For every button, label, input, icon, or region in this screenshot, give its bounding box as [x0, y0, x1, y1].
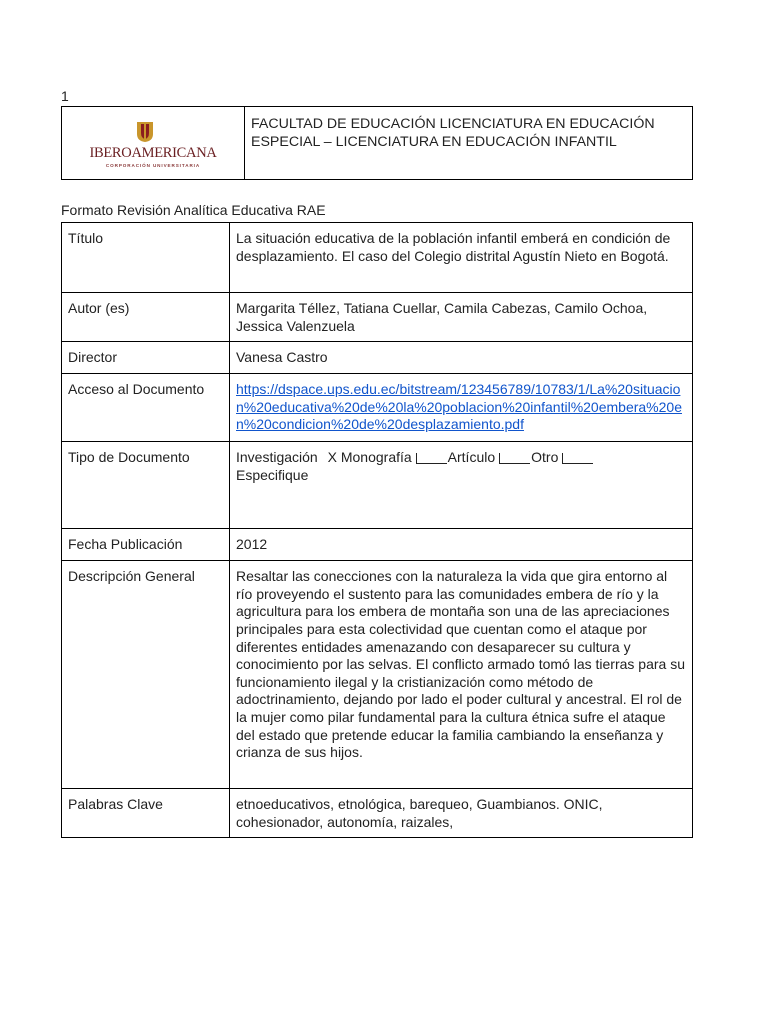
option-investigacion: Investigación — [236, 449, 318, 466]
document-link[interactable]: https://dspace.ups.edu.ec/bitstream/123456789/10783/1/La%20situacion%20educativa%20de%20la%20poblacion%20infantil%20embera%20en%20condicion%20de%20desplazamiento.pdf — [236, 381, 682, 433]
date-value: 2012 — [230, 529, 693, 561]
page-number: 1 — [61, 88, 69, 104]
table-row — [62, 529, 693, 561]
row-label: Fecha Publicación — [62, 529, 230, 561]
access-cell — [230, 374, 693, 442]
blank-field — [416, 453, 447, 464]
table-row — [62, 374, 693, 442]
logo-cell — [62, 107, 245, 180]
option-otro: Otro — [531, 449, 559, 466]
logo-wordmark: IBEROAMERICANA — [89, 145, 217, 161]
row-label: Título — [62, 223, 230, 293]
table-row — [62, 293, 693, 342]
table-row — [62, 789, 693, 838]
rae-table — [61, 222, 693, 838]
header-table — [61, 106, 693, 180]
row-label: Acceso al Documento — [62, 374, 230, 442]
row-label: Autor (es) — [62, 293, 230, 342]
specify-label: Especifique — [236, 466, 309, 483]
title-value: La situación educativa de la población infantil emberá en condición de desplazamiento. El caso del Colegio distrital Agustín Nieto en Bogotá. — [230, 223, 693, 293]
table-row — [62, 561, 693, 789]
table-row — [62, 223, 693, 293]
director-value: Vanesa Castro — [230, 342, 693, 374]
selected-mark: X — [327, 449, 337, 466]
option-monografia: Monografía — [340, 449, 412, 466]
table-row — [62, 342, 693, 374]
option-articulo: Artículo — [447, 449, 496, 466]
blank-field — [562, 453, 593, 464]
authors-value: Margarita Téllez, Tatiana Cuellar, Camila Cabezas, Camilo Ochoa, Jessica Valenzuela — [230, 293, 693, 342]
keywords-value: etnoeducativos, etnológica, barequeo, Guambianos. ONIC, cohesionador, autonomía, raizales, — [230, 789, 693, 838]
row-label: Director — [62, 342, 230, 374]
row-label: Descripción General — [62, 561, 230, 789]
iberoamericana-logo — [78, 119, 228, 173]
shield-icon — [136, 121, 154, 143]
table-row — [62, 442, 693, 529]
faculty-title: FACULTAD DE EDUCACIÓN LICENCIATURA EN EDUCACIÓN ESPECIAL – LICENCIATURA EN EDUCACIÓN INFANTIL — [245, 107, 693, 180]
description-value: Resaltar las conecciones con la naturaleza la vida que gira entorno al río proveyendo el sustento para las comunidades embera de río y la agricultura para los embera de montaña son una de las apreciaciones principales para esta colectividad que cuentan como el ataque por diferentes entidades amenazando con desaparecer su cultura y conocimiento por las selvas. El conflicto armado tomó las tierras para su funcionamiento ilegal y la cristianización como método de adoctrinamiento, dejando por lado el poder cultural y ancestral. El rol de la mujer como pilar fundamental para la cultura étnica sufre el ataque del estado que pretende educar la familia cambiando la enseñanza y crianza de sus hijos. — [230, 561, 693, 789]
logo-subtitle: CORPORACIÓN UNIVERSITARIA — [105, 163, 201, 168]
doc-type-cell — [230, 442, 693, 529]
blank-field — [499, 453, 530, 464]
row-label: Tipo de Documento — [62, 442, 230, 529]
form-title: Formato Revisión Analítica Educativa RAE — [61, 202, 326, 218]
row-label: Palabras Clave — [62, 789, 230, 838]
